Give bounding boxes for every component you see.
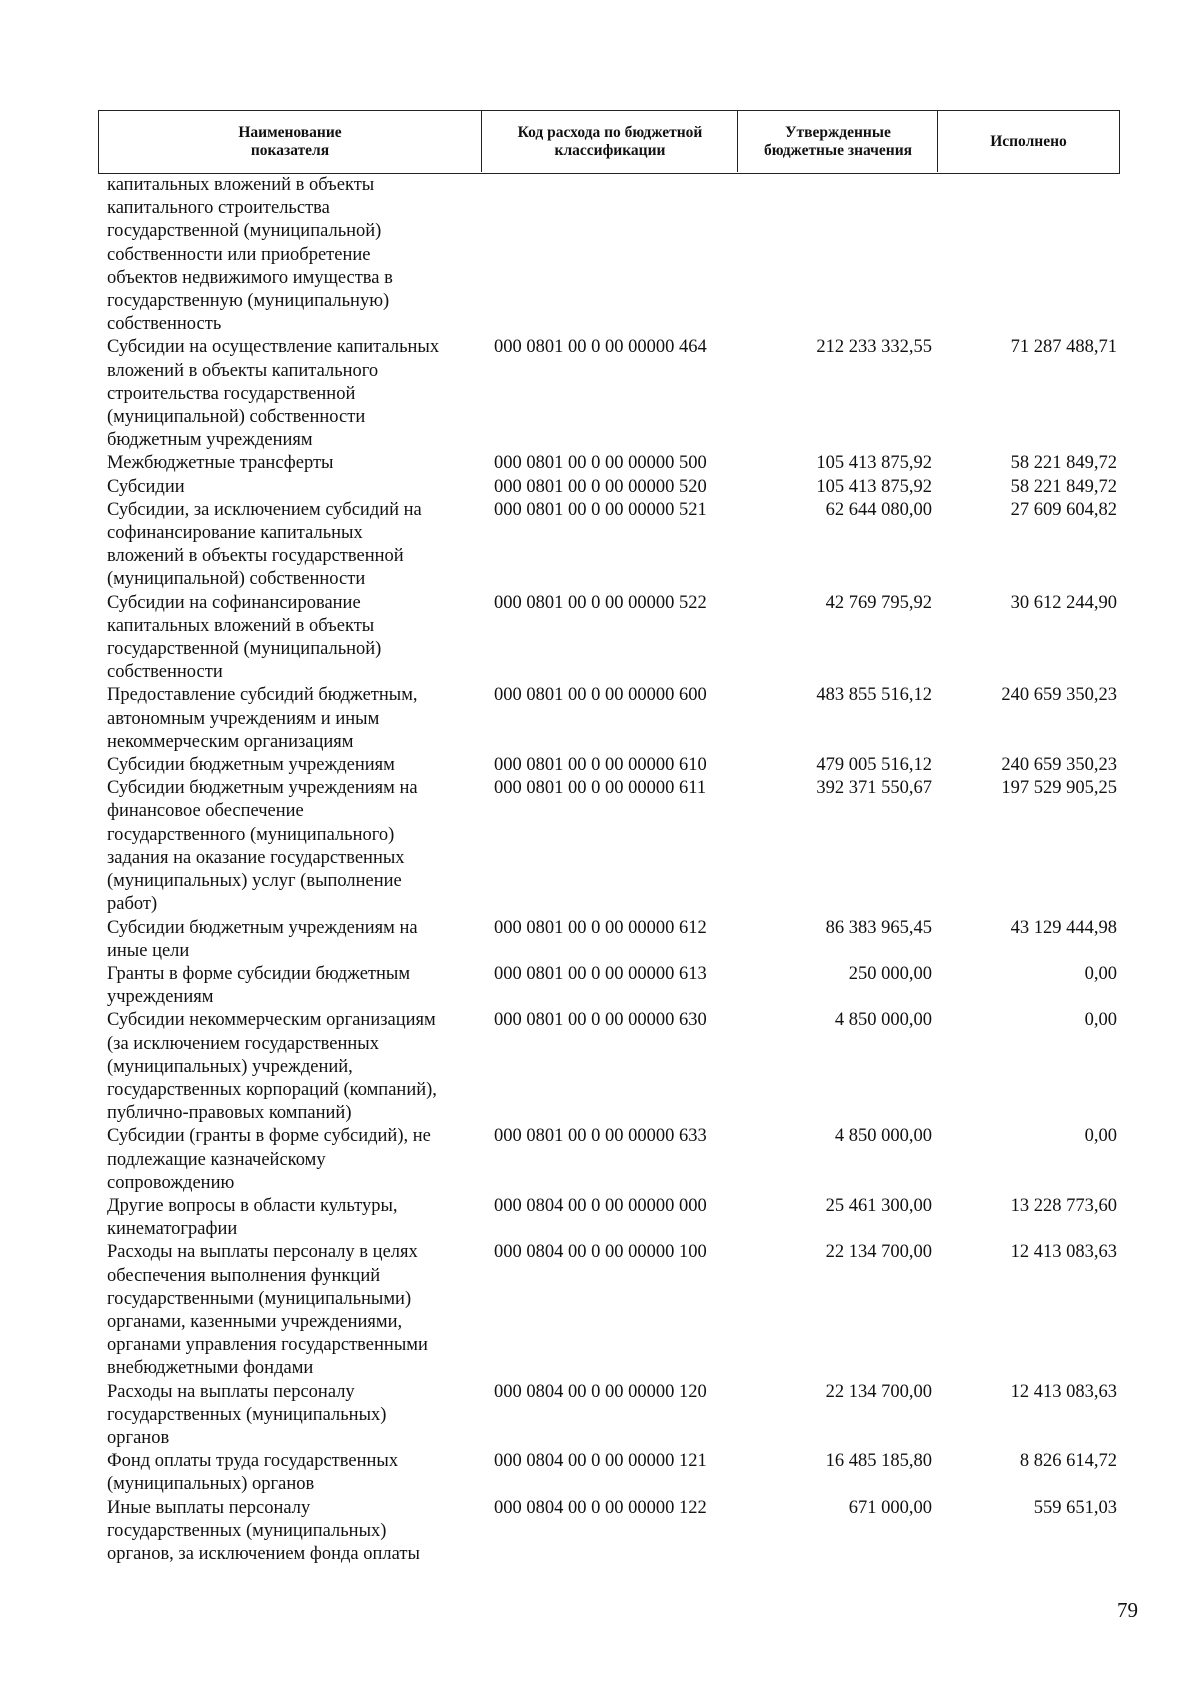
row-name-line: государственных корпораций (компаний),: [107, 1079, 437, 1100]
row-budget-code: 000 0801 00 0 00 00000 521: [494, 499, 707, 520]
row-name-line: (муниципальной) собственности: [107, 407, 366, 428]
row-name-line: вложений в объекты государственной: [107, 546, 404, 567]
table-row: [0, 1381, 1200, 1451]
row-name: [107, 754, 487, 777]
row-executed-value: 58 221 849,72: [1010, 476, 1117, 497]
row-name-line: некоммерческим организациям: [107, 731, 354, 752]
row-approved-value: 4 850 000,00: [834, 1126, 932, 1147]
row-name-line: софинансирование капитальных: [107, 523, 363, 544]
table-row: [0, 1009, 1200, 1125]
row-budget-code: 000 0801 00 0 00 00000 611: [494, 778, 707, 799]
row-name-line: учреждениям: [107, 987, 214, 1008]
row-name-line: Субсидии: [107, 476, 185, 497]
row-name-line: Субсидии на софинансирование: [107, 592, 361, 613]
row-approved-value: 483 855 516,12: [816, 685, 932, 706]
row-name-line: подлежащие казначейскому: [107, 1149, 326, 1170]
row-name: [107, 1450, 487, 1496]
row-name-line: Субсидии бюджетным учреждениям на: [107, 778, 418, 799]
row-executed-value: 30 612 244,90: [1010, 592, 1117, 613]
row-name-line: Иные выплаты персоналу: [107, 1497, 311, 1518]
row-approved-value: 4 850 000,00: [834, 1010, 932, 1031]
row-approved-value: 22 134 700,00: [825, 1381, 932, 1402]
row-executed-value: 8 826 614,72: [1019, 1451, 1117, 1472]
row-budget-code: 000 0801 00 0 00 00000 610: [494, 755, 707, 776]
row-executed-value: 0,00: [1084, 963, 1117, 984]
row-name-line: Субсидии (гранты в форме субсидий), не: [107, 1126, 431, 1147]
row-name-line: объектов недвижимого имущества в: [107, 267, 393, 288]
row-name-line: (муниципальных) учреждений,: [107, 1056, 353, 1077]
row-name-line: Другие вопросы в области культуры,: [107, 1195, 398, 1216]
row-name: [107, 777, 487, 916]
row-executed-value: 27 609 604,82: [1010, 499, 1117, 520]
row-name-line: внебюджетными фондами: [107, 1358, 314, 1379]
row-budget-code: 000 0801 00 0 00 00000 633: [494, 1126, 707, 1147]
table-row: [0, 684, 1200, 754]
header-budget-code: [481, 111, 738, 172]
row-budget-code: 000 0801 00 0 00 00000 613: [494, 963, 707, 984]
table-row: [0, 592, 1200, 685]
row-budget-code: 000 0804 00 0 00 00000 122: [494, 1497, 707, 1518]
row-approved-value: 212 233 332,55: [816, 337, 932, 358]
row-name-line: Субсидии, за исключением субсидий на: [107, 499, 422, 520]
table-row: [0, 476, 1200, 499]
row-name: [107, 452, 487, 475]
row-approved-value: 105 413 875,92: [816, 453, 932, 474]
row-name-line: государственного (муниципального): [107, 824, 395, 845]
row-name: [107, 1125, 487, 1195]
row-approved-value: 250 000,00: [848, 963, 932, 984]
row-name-line: Межбюджетные трансферты: [107, 453, 334, 474]
row-name: [107, 1381, 487, 1451]
row-name-line: работ): [107, 894, 158, 915]
header-line: Код расхода по бюджетной: [517, 123, 703, 141]
row-budget-code: 000 0801 00 0 00 00000 520: [494, 476, 707, 497]
header-line: бюджетные значения: [763, 141, 913, 159]
row-name-line: (муниципальных) органов: [107, 1474, 315, 1495]
row-approved-value: 105 413 875,92: [816, 476, 932, 497]
row-name-line: государственных (муниципальных): [107, 1404, 387, 1425]
row-budget-code: 000 0801 00 0 00 00000 522: [494, 592, 707, 613]
row-name: [107, 1497, 487, 1567]
row-name-line: задания на оказание государственных: [107, 847, 405, 868]
row-budget-code: 000 0804 00 0 00 00000 000: [494, 1195, 707, 1216]
row-approved-value: 16 485 185,80: [825, 1451, 932, 1472]
row-name-line: капитального строительства: [107, 198, 330, 219]
row-name: [107, 174, 487, 336]
row-name-line: государственными (муниципальными): [107, 1288, 412, 1309]
row-budget-code: 000 0804 00 0 00 00000 121: [494, 1451, 707, 1472]
row-name: [107, 336, 487, 452]
row-name-line: органами управления государственными: [107, 1335, 428, 1356]
header-line: Утвержденные: [785, 123, 891, 141]
table-row: [0, 917, 1200, 963]
row-approved-value: 42 769 795,92: [825, 592, 932, 613]
row-name-line: строительства государственной: [107, 383, 356, 404]
page-number: 79: [1117, 1598, 1138, 1622]
table-row: [0, 963, 1200, 1009]
header-line: Исполнено: [990, 132, 1067, 150]
row-name: [107, 684, 487, 754]
row-name-line: Фонд оплаты труда государственных: [107, 1451, 399, 1472]
row-budget-code: 000 0801 00 0 00 00000 600: [494, 685, 707, 706]
row-executed-value: 197 529 905,25: [1001, 778, 1117, 799]
table-row: [0, 1241, 1200, 1380]
row-executed-value: 240 659 350,23: [1001, 755, 1117, 776]
table-row: [0, 1497, 1200, 1567]
row-approved-value: 22 134 700,00: [825, 1242, 932, 1263]
row-executed-value: 240 659 350,23: [1001, 685, 1117, 706]
row-name-line: собственности: [107, 662, 223, 683]
row-budget-code: 000 0801 00 0 00 00000 612: [494, 917, 707, 938]
table-row: [0, 336, 1200, 452]
row-budget-code: 000 0804 00 0 00 00000 100: [494, 1242, 707, 1263]
table-row: [0, 174, 1200, 336]
row-name-line: Расходы на выплаты персоналу: [107, 1381, 355, 1402]
row-name: [107, 963, 487, 1009]
row-name-line: собственности или приобретение: [107, 244, 371, 265]
row-name-line: (за исключением государственных: [107, 1033, 379, 1054]
table-header: [98, 110, 1120, 174]
row-name-line: Расходы на выплаты персоналу в целях: [107, 1242, 418, 1263]
row-executed-value: 58 221 849,72: [1010, 453, 1117, 474]
row-name-line: Гранты в форме субсидии бюджетным: [107, 963, 411, 984]
row-budget-code: 000 0801 00 0 00 00000 500: [494, 453, 707, 474]
header-executed: [937, 111, 1119, 172]
row-name-line: Субсидии на осуществление капитальных: [107, 337, 440, 358]
row-name-line: иные цели: [107, 940, 190, 961]
row-approved-value: 62 644 080,00: [825, 499, 932, 520]
row-name-line: органов: [107, 1427, 170, 1448]
row-name-line: (муниципальных) услуг (выполнение: [107, 871, 402, 892]
row-budget-code: 000 0801 00 0 00 00000 630: [494, 1010, 707, 1031]
row-name-line: обеспечения выполнения функций: [107, 1265, 381, 1286]
row-name-line: государственных (муниципальных): [107, 1520, 387, 1541]
row-executed-value: 0,00: [1084, 1126, 1117, 1147]
header-line: классификации: [554, 141, 666, 159]
row-name: [107, 1009, 487, 1125]
row-approved-value: 479 005 516,12: [816, 755, 932, 776]
row-approved-value: 25 461 300,00: [825, 1195, 932, 1216]
row-name-line: государственной (муниципальной): [107, 639, 382, 660]
row-name-line: органами, казенными учреждениями,: [107, 1311, 403, 1332]
row-name-line: бюджетным учреждениям: [107, 430, 313, 451]
row-name: [107, 1195, 487, 1241]
row-name-line: Субсидии бюджетным учреждениям: [107, 755, 395, 776]
header-approved-values: [737, 111, 938, 172]
row-name-line: автономным учреждениям и иным: [107, 708, 380, 729]
row-name-line: (муниципальной) собственности: [107, 569, 366, 590]
row-name: [107, 499, 487, 592]
row-approved-value: 392 371 550,67: [816, 778, 932, 799]
table-row: [0, 1195, 1200, 1241]
row-name-line: государственную (муниципальную): [107, 291, 390, 312]
row-name: [107, 917, 487, 963]
row-executed-value: 12 413 083,63: [1010, 1242, 1117, 1263]
row-approved-value: 671 000,00: [848, 1497, 932, 1518]
table-row: [0, 452, 1200, 475]
row-executed-value: 0,00: [1084, 1010, 1117, 1031]
row-executed-value: 43 129 444,98: [1010, 917, 1117, 938]
row-executed-value: 71 287 488,71: [1010, 337, 1117, 358]
row-name: [107, 476, 487, 499]
row-name-line: сопровождению: [107, 1172, 235, 1193]
row-name-line: собственность: [107, 314, 222, 335]
table-row: [0, 777, 1200, 916]
row-name: [107, 1241, 487, 1380]
row-name-line: органов, за исключением фонда оплаты: [107, 1543, 420, 1564]
header-line: показателя: [250, 141, 330, 159]
row-approved-value: 86 383 965,45: [825, 917, 932, 938]
row-executed-value: 559 651,03: [1033, 1497, 1117, 1518]
row-name-line: Субсидии некоммерческим организациям: [107, 1010, 436, 1031]
row-executed-value: 12 413 083,63: [1010, 1381, 1117, 1402]
header-line: Наименование: [238, 123, 342, 141]
row-name: [107, 592, 487, 685]
row-name-line: государственной (муниципальной): [107, 221, 382, 242]
row-name-line: капитальных вложений в объекты: [107, 615, 375, 636]
row-budget-code: 000 0804 00 0 00 00000 120: [494, 1381, 707, 1402]
row-budget-code: 000 0801 00 0 00 00000 464: [494, 337, 707, 358]
row-name-line: капитальных вложений в объекты: [107, 175, 375, 195]
table-row: [0, 1125, 1200, 1195]
row-name-line: кинематографии: [107, 1219, 238, 1240]
table-row: [0, 754, 1200, 777]
table-body: [0, 174, 1200, 1566]
table-row: [0, 499, 1200, 592]
row-name-line: Субсидии бюджетным учреждениям на: [107, 917, 418, 938]
row-name-line: публично-правовых компаний): [107, 1103, 352, 1124]
row-name-line: вложений в объекты капитального: [107, 360, 379, 381]
row-executed-value: 13 228 773,60: [1010, 1195, 1117, 1216]
table-row: [0, 1450, 1200, 1496]
row-name-line: Предоставление субсидий бюджетным,: [107, 685, 418, 706]
header-indicator-name: [99, 111, 481, 172]
row-name-line: финансовое обеспечение: [107, 801, 304, 822]
